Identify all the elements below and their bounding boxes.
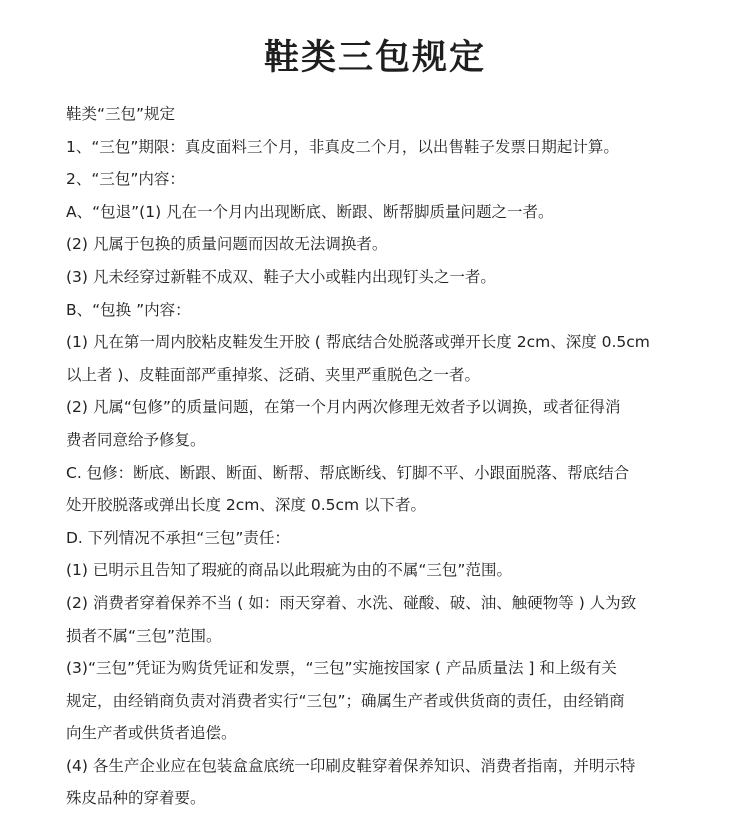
text-line: 费者同意给予修复。	[66, 430, 206, 449]
heading-line: 鞋类“三包”规定	[66, 105, 176, 123]
text-line: 向生产者或供货者追偿。	[66, 724, 237, 743]
text-line: (2) 消费者穿着保养不当 ( 如：雨天穿着、水洗、碰酸、破、油、触硬物等 ) 人为致	[66, 593, 637, 612]
text-line: C. 包修：断底、断跟、断面、断帮、帮底断线、钉脚不平、小跟面脱落、帮底结合	[66, 463, 630, 482]
text-line: (2) 凡属“包修”的质量问题，在第一个月内两次修理无效者予以调换，或者征得消	[66, 398, 621, 417]
text-line: 规定，由经销商负责对消费者实行“三包”；确属生产者或供货商的责任，由经销商	[66, 691, 625, 710]
text-line: (1) 凡在第一周内胶粘皮鞋发生开胶 ( 帮底结合处脱落或弹开长度 2cm、深度 0.5cm	[66, 333, 650, 352]
page-title: 鞋类三包规定	[263, 38, 486, 78]
text-line: (2) 凡属于包换的质量问题而因故无法调换者。	[66, 235, 388, 254]
text-line: (4) 各生产企业应在包装盒盒底统一印刷皮鞋穿着保养知识、消费者指南，并明示特	[66, 756, 636, 775]
text-line: (1) 已明示且告知了瑕疵的商品以此瑕疵为由的不属“三包”范围。	[66, 561, 512, 580]
document-body	[66, 98, 706, 815]
text-line: B、“包换 ”内容：	[66, 300, 191, 319]
text-line: D. 下列情况不承担“三包”责任：	[66, 528, 290, 547]
text-line: 殊皮品种的穿着要。	[66, 789, 206, 808]
text-line: 以上者 )、皮鞋面部严重掉浆、泛硝、夹里严重脱色之一者。	[66, 365, 480, 384]
text-line: 损者不属“三包”范围。	[66, 626, 222, 645]
text-line: A、“包退”(1) 凡在一个月内出现断底、断跟、断帮脚质量问题之一者。	[66, 202, 554, 221]
text-line: 处开胶脱落或弹出长度 2cm、深度 0.5cm 以下者。	[66, 496, 427, 515]
text-line: 1、“三包”期限：真皮面料三个月，非真皮二个月，以出售鞋子发票日期起计算。	[66, 137, 619, 156]
text-line: (3) 凡未经穿过新鞋不成双、鞋子大小或鞋内出现钉头之一者。	[66, 267, 496, 286]
text-line: (3)“三包”凭证为购货凭证和发票，“三包”实施按国家 ( 产品质量法 ] 和上级有关	[66, 659, 617, 678]
text-line: 2、“三包”内容：	[66, 170, 185, 189]
